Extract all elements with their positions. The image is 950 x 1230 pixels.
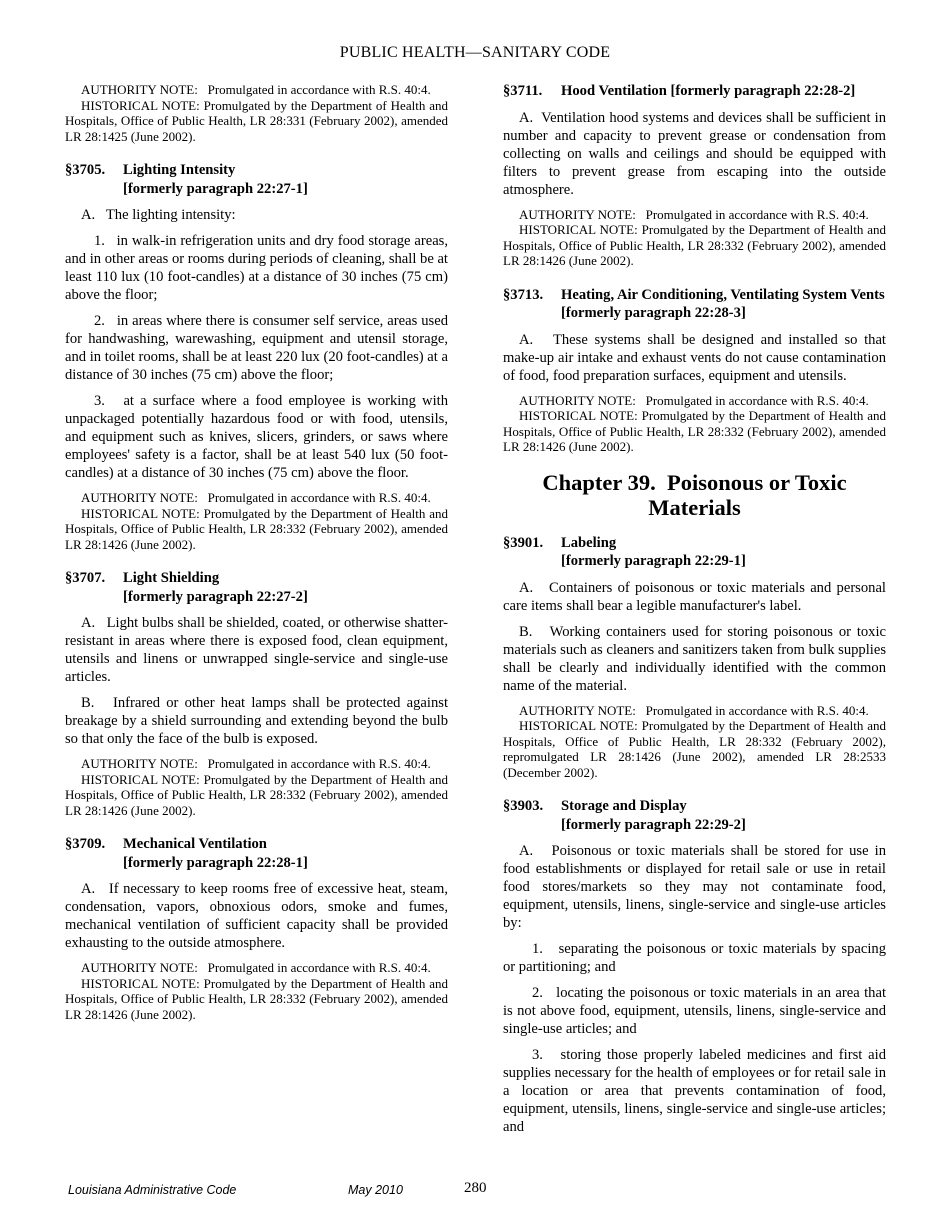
authority-note: AUTHORITY NOTE: Promulgated in accordance with R.S. 40:4. bbox=[519, 392, 869, 408]
paragraph: B. Working containers used for storing poisonous or toxic materials such as cleaners and sanitizers taken from bulk supplies shall be clearly and individually identified with the common name of the material. bbox=[503, 623, 886, 694]
section-number: §3705. bbox=[65, 162, 106, 178]
historical-note: HISTORICAL NOTE: Promulgated by the Department of Health and Hospitals, Office of Public Health, LR 28:332 (February 2002), amended LR 28:1426 (June 2002). bbox=[503, 222, 886, 268]
section-heading-3901 bbox=[503, 534, 886, 571]
section-title: Light Shielding bbox=[123, 570, 220, 586]
paragraph: A. The lighting intensity: bbox=[81, 207, 236, 223]
section-subtitle: [formerly paragraph 22:29-2] bbox=[561, 816, 746, 833]
authority-note: AUTHORITY NOTE: Promulgated in accordance with R.S. 40:4. bbox=[81, 960, 431, 975]
section-title: Mechanical Ventilation bbox=[123, 836, 267, 852]
authority-note: AUTHORITY NOTE: Promulgated in accordance with R.S. 40:4. bbox=[81, 490, 431, 505]
historical-note: HISTORICAL NOTE: Promulgated by the Department of Health and Hospitals, Office of Public Health, LR 28:331 (February 2002), amended LR 28:1425 (June 2002). bbox=[65, 97, 448, 144]
paragraph: A. These systems shall be designed and installed so that make-up air intake and exhaust vents do not cause contamination of food, food preparation surfaces, equipment and utensils. bbox=[503, 331, 886, 384]
historical-note: HISTORICAL NOTE: Promulgated by the Department of Health and Hospitals, Office of Public Health, LR 28:332 (February 2002), amended LR 28:1426 (June 2002). bbox=[503, 408, 886, 454]
footer-publication: Louisiana Administrative Code bbox=[68, 1183, 237, 1197]
section-title: Labeling bbox=[561, 534, 617, 551]
authority-note: AUTHORITY NOTE: Promulgated in accordance with R.S. 40:4. bbox=[81, 82, 431, 97]
section-subtitle: [formerly paragraph 22:28-1] bbox=[123, 854, 308, 871]
section-number: §3707. bbox=[65, 570, 106, 586]
section-heading-3903 bbox=[503, 797, 886, 834]
paragraph: 3. at a surface where a food employee is working with unpackaged potentially hazardous food or with food, utensils, and equipment such as knives, slicers, grinders, or saws where employees' safety is a factor, shall be at least 540 lux (50 foot-candles) at a distance of 30 inches (75 cm) above the floor. bbox=[65, 393, 448, 481]
section-heading-3707 bbox=[65, 569, 448, 606]
historical-note: HISTORICAL NOTE: Promulgated by the Department of Health and Hospitals, Office of Public Health, LR 28:332 (February 2002), amended LR 28:1426 (June 2002). bbox=[65, 505, 448, 552]
section-heading-3711 bbox=[503, 82, 886, 101]
page-footer bbox=[0, 1180, 950, 1200]
section-title: Lighting Intensity bbox=[123, 162, 236, 178]
section-heading-3713 bbox=[503, 286, 886, 323]
paragraph: 2. in areas where there is consumer self service, areas used for handwashing, warewashing, equipment and utensil storage, and in toilet rooms, shall be at least 220 lux (20 foot-candles) at a distance of 30 inches (75 cm) above the floor; bbox=[65, 313, 448, 383]
historical-note: HISTORICAL NOTE: Promulgated by the Department of Health and Hospitals, Office of Public Health, LR 28:332 (February 2002), amended LR 28:1426 (June 2002). bbox=[65, 975, 448, 1022]
paragraph: 1. in walk-in refrigeration units and dry food storage areas, and in other areas or rooms during periods of cleaning, shall be at least 110 lux (10 foot-candles) at a distance of 30 inches (75 cm) above the floor; bbox=[65, 233, 448, 303]
authority-note: AUTHORITY NOTE: Promulgated in accordance with R.S. 40:4. bbox=[519, 702, 869, 718]
left-column bbox=[65, 82, 448, 1022]
historical-note: HISTORICAL NOTE: Promulgated by the Department of Health and Hospitals, Office of Public Health, LR 28:332 (February 2002), repromulgated LR 28:1426 (June 2002), amended LR 28:2533 (December 2002). bbox=[503, 718, 886, 780]
section-heading-3709 bbox=[65, 835, 448, 872]
section-title: Hood Ventilation [formerly paragraph 22:28-2] bbox=[561, 83, 856, 99]
section-subtitle: [formerly paragraph 22:27-2] bbox=[123, 588, 308, 605]
paragraph: 2. locating the poisonous or toxic materials in an area that is not above food, equipment, utensils, linens, single-service and single-use articles; and bbox=[503, 985, 886, 1037]
section-number: §3903. bbox=[503, 798, 544, 814]
running-header: PUBLIC HEALTH—SANITARY CODE bbox=[339, 44, 611, 61]
section-title: Storage and Display bbox=[561, 798, 687, 814]
section-number: §3711. bbox=[503, 83, 543, 99]
right-column bbox=[503, 82, 886, 1144]
paragraph: B. Infrared or other heat lamps shall be protected against breakage by a shield surrounding and extending beyond the bulb so that only the face of the bulb is exposed. bbox=[65, 695, 448, 747]
paragraph: 1. separating the poisonous or toxic materials by spacing or partitioning; and bbox=[503, 941, 886, 975]
section-number: §3709. bbox=[65, 836, 106, 852]
section-number: §3713. bbox=[503, 286, 544, 303]
chapter-title: Chapter 39. Poisonous or Toxic Materials bbox=[542, 469, 847, 520]
footer-date: May 2010 bbox=[348, 1183, 403, 1197]
paragraph: A. Ventilation hood systems and devices shall be sufficient in number and capacity to prevent grease or condensation from collecting on walls and ceilings and should be equipped with filters to prevent grease from escaping into the outside atmosphere. bbox=[503, 109, 886, 198]
section-subtitle: [formerly paragraph 22:27-1] bbox=[123, 180, 308, 197]
paragraph: A. If necessary to keep rooms free of excessive heat, steam, condensation, vapors, obnoxious odors, smoke and fumes, mechanical ventilation of sufficient capacity shall be provided exhausting to the outside atmosphere. bbox=[65, 881, 448, 951]
section-subtitle: [formerly paragraph 22:29-1] bbox=[561, 553, 746, 569]
page-number: 280 bbox=[464, 1180, 487, 1196]
authority-note: AUTHORITY NOTE: Promulgated in accordance with R.S. 40:4. bbox=[81, 756, 431, 771]
section-number: §3901. bbox=[503, 534, 544, 551]
paragraph: A. Containers of poisonous or toxic materials and personal care items shall bear a legible manufacturer's label. bbox=[503, 579, 886, 614]
paragraph: A. Poisonous or toxic materials shall be stored for use in food establishments or displayed for retail sale or use in retail food stores/markets so they may not contaminate food, equipment, utensils, linens, single-service and single-use articles by: bbox=[503, 843, 886, 931]
paragraph: 3. storing those properly labeled medicines and first aid supplies necessary for the health of employees or for retail sale in a location or area that prevents contamination of food, equipment, utensils, linens, single-service and single-use articles; and bbox=[503, 1047, 886, 1135]
section-heading-3705 bbox=[65, 161, 448, 198]
paragraph: A. Light bulbs shall be shielded, coated, or otherwise shatter-resistant in areas where there is exposed food, clean equipment, utensils and linens or unwrapped single-service and single-use articles. bbox=[65, 615, 448, 685]
section-title: Heating, Air Conditioning, Ventilating System Vents [formerly paragraph 22:28-3] bbox=[561, 286, 885, 321]
authority-note: AUTHORITY NOTE: Promulgated in accordance with R.S. 40:4. bbox=[519, 206, 869, 222]
historical-note: HISTORICAL NOTE: Promulgated by the Department of Health and Hospitals, Office of Public Health, LR 28:332 (February 2002), amended LR 28:1426 (June 2002). bbox=[65, 771, 448, 818]
